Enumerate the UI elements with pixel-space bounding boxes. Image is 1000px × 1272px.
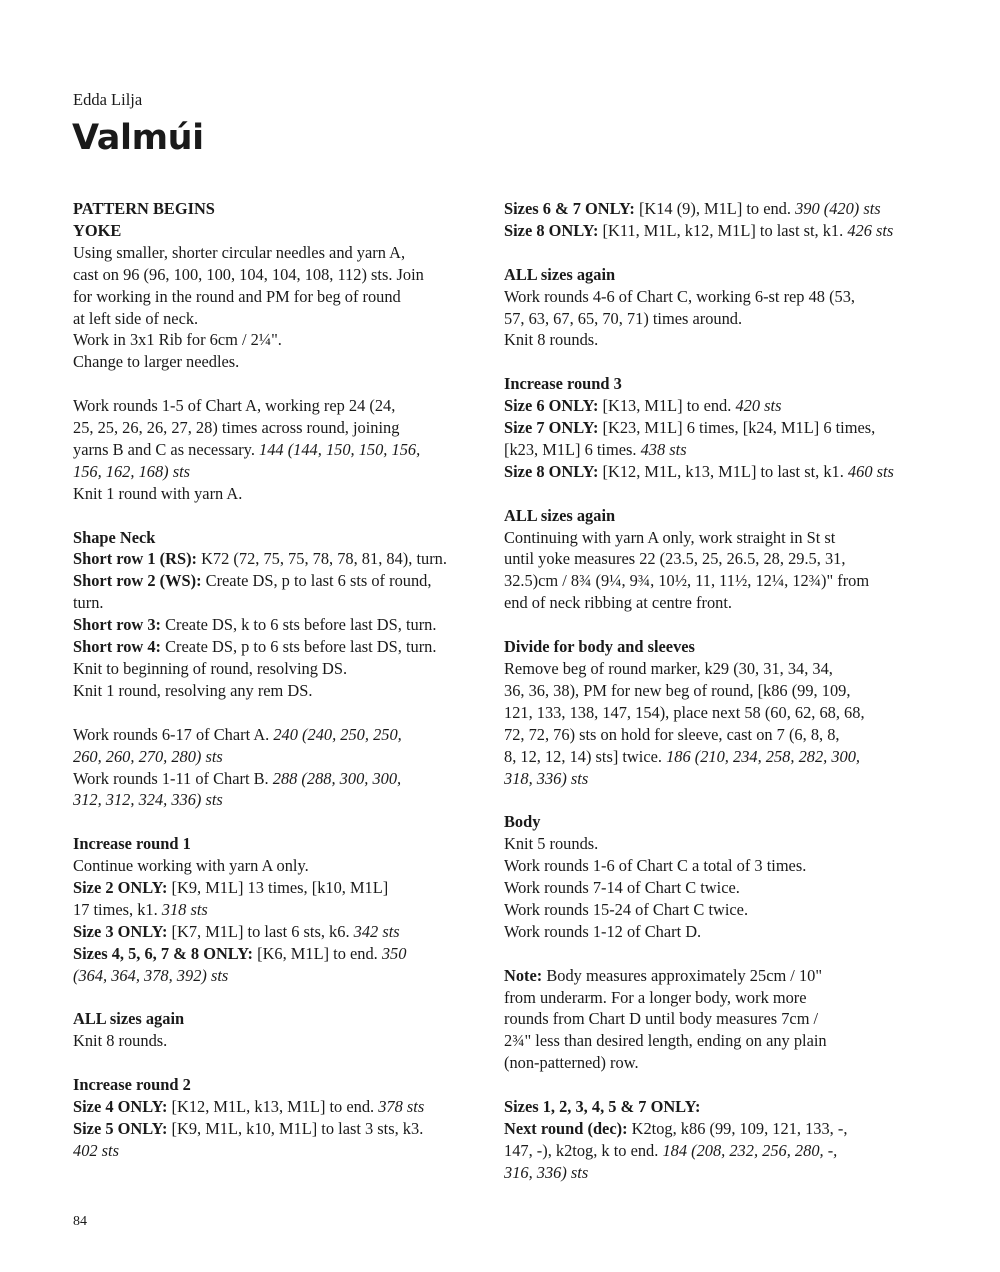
pattern-section xyxy=(504,965,919,1075)
stitch-count: 460 sts xyxy=(847,461,894,481)
body-text: Knit 1 round, resolving any rem DS. xyxy=(73,680,313,700)
text-line xyxy=(504,1096,919,1118)
body-text: until yoke measures 22 (23.5, 25, 26.5, 28, 29.5, 31, xyxy=(504,549,846,569)
body-text: Work rounds 1-5 of Chart A, working rep 24 (24, xyxy=(73,396,396,416)
text-line xyxy=(73,1008,483,1030)
body-text: 57, 63, 67, 65, 70, 71) times around. xyxy=(504,308,743,328)
bold-text: Size 3 ONLY: xyxy=(73,921,168,941)
text-line xyxy=(504,702,919,724)
text-line xyxy=(504,505,919,527)
text-line xyxy=(504,1162,919,1184)
text-line xyxy=(73,724,483,746)
body-text: Work rounds 6-17 of Chart A. xyxy=(73,724,274,744)
bold-text: ALL sizes again xyxy=(73,1009,185,1029)
page-number: 84 xyxy=(73,1214,87,1229)
body-text: [K11, M1L, k12, M1L] to last st, k1. xyxy=(598,220,848,240)
bold-text: ALL sizes again xyxy=(504,264,616,284)
text-line xyxy=(73,877,483,899)
text-line xyxy=(73,833,483,855)
bold-text: Body xyxy=(504,812,541,832)
body-text: Work rounds 1-6 of Chart C a total of 3 times. xyxy=(504,856,807,876)
text-line xyxy=(504,1030,919,1052)
text-line xyxy=(73,899,483,921)
text-line xyxy=(73,636,483,658)
body-text: [K13, M1L] to end. xyxy=(598,396,736,416)
body-text: Continuing with yarn A only, work straight in St st xyxy=(504,527,836,547)
bold-text: ALL sizes again xyxy=(504,505,616,525)
text-line xyxy=(73,592,483,614)
text-line xyxy=(73,768,483,790)
bold-text: PATTERN BEGINS xyxy=(73,199,215,218)
text-line xyxy=(73,417,483,439)
bold-text: Size 8 ONLY: xyxy=(504,220,599,240)
body-text: Continue working with yarn A only. xyxy=(73,856,309,876)
pattern-section xyxy=(504,811,919,942)
text-line xyxy=(504,461,919,483)
pattern-section xyxy=(73,1074,483,1162)
body-text: Change to larger needles. xyxy=(73,352,240,372)
body-text: 36, 36, 38), PM for new beg of round, [k86 (99, 109, xyxy=(504,680,851,700)
bold-text: Size 5 ONLY: xyxy=(73,1118,168,1138)
body-text: from underarm. For a longer body, work more xyxy=(504,987,807,1007)
text-line xyxy=(504,264,919,286)
text-line xyxy=(504,220,919,242)
pattern-section xyxy=(504,264,919,352)
text-line xyxy=(504,1118,919,1140)
text-line xyxy=(504,198,919,220)
text-line xyxy=(73,1140,483,1162)
body-text: 32.5)cm / 8¾ (9¼, 9¾, 10½, 11, 11½, 12¼, 12¾)" from xyxy=(504,571,870,591)
body-text: [K12, M1L, k13, M1L] to last st, k1. xyxy=(598,461,848,481)
text-line xyxy=(73,395,483,417)
stitch-count: 144 (144, 150, 150, 156, xyxy=(259,439,421,459)
body-text: Create DS, k to 6 sts before last DS, turn. xyxy=(161,615,437,635)
body-text: end of neck ribbing at centre front. xyxy=(504,593,733,613)
bold-text: Sizes 4, 5, 6, 7 & 8 ONLY: xyxy=(73,943,254,963)
text-line xyxy=(73,658,483,680)
text-line xyxy=(73,965,483,987)
text-line xyxy=(504,965,919,987)
body-text: for working in the round and PM for beg of round xyxy=(73,286,401,306)
stitch-count: 342 sts xyxy=(353,921,400,941)
text-line xyxy=(73,329,483,351)
text-line xyxy=(73,1074,483,1096)
bold-text: Sizes 1, 2, 3, 4, 5 & 7 ONLY: xyxy=(504,1097,701,1117)
body-text: rounds from Chart D until body measures 7cm / xyxy=(504,1009,819,1029)
body-text: K72 (72, 75, 75, 78, 78, 81, 84), turn. xyxy=(197,549,447,569)
text-line xyxy=(504,833,919,855)
stitch-count: 378 sts xyxy=(378,1097,425,1117)
text-line xyxy=(504,417,919,439)
body-text: Work rounds 1-11 of Chart B. xyxy=(73,768,273,788)
text-line xyxy=(504,395,919,417)
body-text: [K9, M1L, k10, M1L] to last 3 sts, k3. xyxy=(167,1118,424,1138)
pattern-section xyxy=(73,833,483,986)
stitch-count: 318, 336) sts xyxy=(504,768,589,788)
bold-text: Increase round 2 xyxy=(73,1075,191,1095)
body-text: Work rounds 7-14 of Chart C twice. xyxy=(504,878,740,898)
stitch-count: 318 sts xyxy=(161,899,208,919)
body-text: [K6, M1L] to end. xyxy=(253,943,382,963)
text-line xyxy=(504,811,919,833)
text-line xyxy=(504,855,919,877)
pattern-section xyxy=(504,198,919,242)
bold-text: Shape Neck xyxy=(73,527,156,547)
text-line xyxy=(73,527,483,549)
stitch-count: 420 sts xyxy=(735,396,782,416)
pattern-section xyxy=(504,373,919,483)
body-text: Knit 5 rounds. xyxy=(504,834,599,854)
text-line xyxy=(504,768,919,790)
text-line xyxy=(504,724,919,746)
text-line xyxy=(504,329,919,351)
text-line xyxy=(504,373,919,395)
pattern-section xyxy=(73,724,483,812)
author-name: Edda Lilja xyxy=(73,90,143,109)
text-line xyxy=(73,680,483,702)
body-text: 147, -), k2tog, k to end. xyxy=(504,1140,663,1160)
body-text: cast on 96 (96, 100, 100, 104, 104, 108, 112) sts. Join xyxy=(73,264,424,284)
pattern-section xyxy=(504,636,919,789)
text-line xyxy=(73,198,483,220)
text-line xyxy=(73,242,483,264)
stitch-count: 260, 260, 270, 280) sts xyxy=(73,746,223,766)
stitch-count: 240 (240, 250, 250, xyxy=(273,724,402,744)
stitch-count: 316, 336) sts xyxy=(504,1162,589,1182)
bold-text: Size 4 ONLY: xyxy=(73,1097,168,1117)
bold-text: Sizes 6 & 7 ONLY: xyxy=(504,199,635,218)
bold-text: Short row 2 (WS): xyxy=(73,571,202,591)
body-text: K2tog, k86 (99, 109, 121, 133, -, xyxy=(627,1118,848,1138)
bold-text: Size 8 ONLY: xyxy=(504,461,599,481)
text-line xyxy=(504,921,919,943)
stitch-count: 184 (208, 232, 256, 280, -, xyxy=(662,1140,838,1160)
stitch-count: 390 (420) sts xyxy=(795,199,881,218)
pattern-section xyxy=(73,395,483,505)
body-text: Work in 3x1 Rib for 6cm / 2¼". xyxy=(73,330,282,350)
text-line xyxy=(504,746,919,768)
text-line xyxy=(504,658,919,680)
body-text: Knit to beginning of round, resolving DS. xyxy=(73,659,348,678)
stitch-count: 426 sts xyxy=(847,220,894,240)
text-line xyxy=(73,461,483,483)
body-text: Using smaller, shorter circular needles and yarn A, xyxy=(73,242,406,262)
text-line xyxy=(73,483,483,505)
body-text: [K23, M1L] 6 times, [k24, M1L] 6 times, xyxy=(598,418,876,438)
text-line xyxy=(73,286,483,308)
body-text: [K12, M1L, k13, M1L] to end. xyxy=(167,1097,379,1117)
pattern-section xyxy=(73,1008,483,1052)
pattern-section xyxy=(73,198,483,373)
bold-text: Size 2 ONLY: xyxy=(73,878,168,898)
body-text: Knit 1 round with yarn A. xyxy=(73,483,243,503)
text-line xyxy=(73,439,483,461)
text-line xyxy=(504,527,919,549)
text-line xyxy=(73,789,483,811)
bold-text: Short row 1 (RS): xyxy=(73,549,197,569)
bold-text: Short row 4: xyxy=(73,637,162,657)
text-line xyxy=(73,220,483,242)
body-text: turn. xyxy=(73,593,104,613)
stitch-count: 156, 162, 168) sts xyxy=(73,461,191,481)
bold-text: Increase round 3 xyxy=(504,374,622,394)
stitch-count: 312, 312, 324, 336) sts xyxy=(73,790,223,810)
body-text: [K9, M1L] 13 times, [k10, M1L] xyxy=(167,878,389,898)
text-line xyxy=(504,439,919,461)
bold-text: Size 6 ONLY: xyxy=(504,396,599,416)
body-text: 25, 25, 26, 26, 27, 28) times across round, joining xyxy=(73,418,400,438)
text-line xyxy=(73,308,483,330)
stitch-count: 402 sts xyxy=(73,1140,119,1160)
stitch-count: 438 sts xyxy=(640,439,687,459)
text-line xyxy=(73,746,483,768)
bold-text: Short row 3: xyxy=(73,615,162,635)
pattern-title: Valmúi xyxy=(72,118,204,158)
stitch-count: 186 (210, 234, 258, 282, 300, xyxy=(666,746,861,766)
bold-text: YOKE xyxy=(73,220,122,240)
body-text: Create DS, p to last 6 sts of round, xyxy=(201,571,432,591)
text-line xyxy=(504,548,919,570)
body-text: 121, 133, 138, 147, 154), place next 58 (60, 62, 68, 68, xyxy=(504,702,865,722)
bold-text: Divide for body and sleeves xyxy=(504,637,695,657)
text-line xyxy=(504,570,919,592)
text-line xyxy=(504,286,919,308)
pattern-section xyxy=(504,1096,919,1184)
body-text: Create DS, p to 6 sts before last DS, turn. xyxy=(161,637,437,657)
text-line xyxy=(73,1030,483,1052)
text-line xyxy=(73,614,483,636)
text-line xyxy=(504,899,919,921)
stitch-count: (364, 364, 378, 392) sts xyxy=(73,965,229,985)
body-text: at left side of neck. xyxy=(73,308,199,328)
text-line xyxy=(504,1052,919,1074)
text-line xyxy=(504,877,919,899)
text-line xyxy=(73,921,483,943)
text-line xyxy=(504,1008,919,1030)
body-text: Knit 8 rounds. xyxy=(73,1031,168,1051)
body-text: [K7, M1L] to last 6 sts, k6. xyxy=(167,921,354,941)
text-line xyxy=(73,1118,483,1140)
body-text: [k23, M1L] 6 times. xyxy=(504,439,641,459)
stitch-count: 288 (288, 300, 300, xyxy=(272,768,402,788)
text-line xyxy=(504,987,919,1009)
bold-text: Next round (dec): xyxy=(504,1118,628,1138)
body-text: Body measures approximately 25cm / 10" xyxy=(542,965,823,985)
body-text: 17 times, k1. xyxy=(73,899,162,919)
text-line xyxy=(504,308,919,330)
text-line xyxy=(73,1096,483,1118)
bold-text: Note: xyxy=(504,965,543,985)
text-line xyxy=(73,264,483,286)
body-text: 8, 12, 12, 14) sts] twice. xyxy=(504,746,667,766)
body-text: Work rounds 1-12 of Chart D. xyxy=(504,921,702,941)
body-text: 72, 72, 76) sts on hold for sleeve, cast on 7 (6, 8, 8, xyxy=(504,724,840,744)
body-text: (non-patterned) row. xyxy=(504,1053,639,1073)
text-line xyxy=(73,570,483,592)
body-text: Remove beg of round marker, k29 (30, 31, 34, 34, xyxy=(504,658,833,678)
text-line xyxy=(504,680,919,702)
left-column xyxy=(73,198,483,1184)
bold-text: Increase round 1 xyxy=(73,834,191,854)
body-text: [K14 (9), M1L] to end. xyxy=(634,199,796,218)
body-text: Work rounds 4-6 of Chart C, working 6-st rep 48 (53, xyxy=(504,286,856,306)
pattern-section xyxy=(73,527,483,702)
body-text: Knit 8 rounds. xyxy=(504,330,599,350)
body-text: yarns B and C as necessary. xyxy=(73,439,260,459)
text-line xyxy=(73,548,483,570)
text-line xyxy=(504,592,919,614)
right-column xyxy=(504,198,919,1206)
body-text: 2¾" less than desired length, ending on any plain xyxy=(504,1031,827,1051)
pattern-section xyxy=(504,505,919,615)
body-text: Work rounds 15-24 of Chart C twice. xyxy=(504,899,749,919)
bold-text: Size 7 ONLY: xyxy=(504,418,599,438)
text-line xyxy=(504,636,919,658)
text-line xyxy=(73,855,483,877)
text-line xyxy=(504,1140,919,1162)
text-line xyxy=(73,351,483,373)
text-line xyxy=(73,943,483,965)
stitch-count: 350 xyxy=(381,943,407,963)
